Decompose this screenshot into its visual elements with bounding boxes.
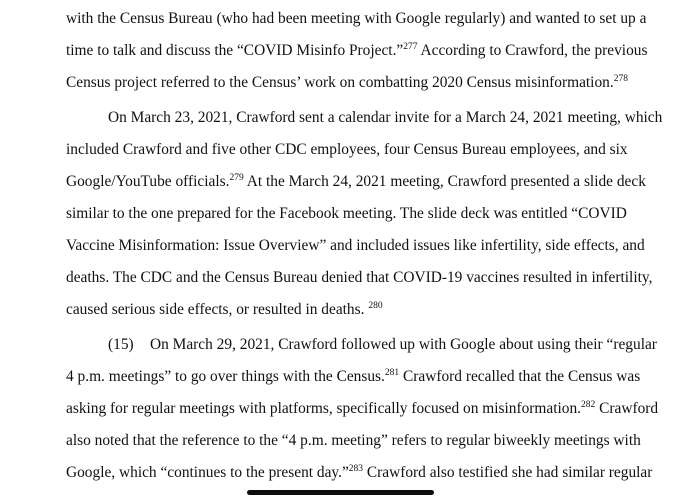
paragraph-3-line-3 [66,398,659,420]
text-segment: deaths. The CDC and the Census Bureau denied that COVID-19 vaccines resulted in infertility, [66,269,653,286]
footnote-marker: 282 [581,400,596,410]
paragraph-3-line-5 [66,462,653,484]
text-segment: time to talk and discuss the “COVID Misinfo Project.” [66,42,404,59]
paragraph-2-line-6 [66,267,653,289]
paragraph-3-line-4 [66,430,641,452]
text-segment: According to Crawford, the previous [417,42,648,59]
paragraph-2-line-3 [66,171,646,193]
paragraph-1-line-3 [66,72,628,94]
text-segment: Crawford also testified she had similar regular [363,464,653,481]
text-segment: Crawford [595,400,659,417]
footnote-marker: 283 [348,464,364,474]
text-segment: On March 23, 2021, Crawford sent a calendar invite for a March 24, 2021 meeting, which [108,109,663,126]
footnote-marker: 278 [613,74,628,84]
text-segment: asking for regular meetings with platforms, specifically focused on misinformation. [66,400,582,417]
text-segment: also noted that the reference to the “4 p.m. meeting” refers to regular biweekly meetings with [66,432,641,449]
paragraph-1-line-1 [66,8,647,30]
text-segment: Google/YouTube officials. [66,173,230,190]
text-segment: Google, which “continues to the present day.” [66,464,349,481]
text-segment: Census project referred to the Census’ work on combatting 2020 Census misinformation. [66,74,614,91]
paragraph-number: (15) [108,336,134,353]
home-indicator-bar[interactable] [247,490,434,495]
text-segment: Crawford recalled that the Census was [399,368,641,385]
text-segment: included Crawford and five other CDC employees, four Census Bureau employees, and six [66,141,628,158]
text-segment: Vaccine Misinformation: Issue Overview” and included issues like infertility, side effects, and [66,237,645,254]
footnote-marker: 281 [384,368,400,378]
paragraph-2-line-2 [66,139,628,161]
paragraph-2-line-7 [66,299,617,321]
text-segment: On March 29, 2021, Crawford followed up with Google about using their “regular [150,336,657,353]
text-segment: 4 p.m. meetings” to go over things with the Census. [66,368,385,385]
paragraph-3-line-2 [66,366,641,388]
footnote-marker: 277 [403,42,418,52]
text-segment: similar to the one prepared for the Facebook meeting. The slide deck was entitled “COVID [66,205,627,222]
text-segment: with the Census Bureau (who had been meeting with Google regularly) and wanted to set up a [66,10,647,27]
paragraph-2-line-4 [66,203,627,225]
paragraph-2-line-5 [66,235,645,257]
text-segment: At the March 24, 2021 meeting, Crawford presented a slide deck [243,173,646,190]
paragraph-3-line-1 [108,334,657,356]
footnote-marker: 280 [368,301,383,311]
paragraph-1-line-2 [66,40,648,62]
text-segment: caused serious side effects, or resulted in deaths. [66,301,369,318]
footnote-marker: 279 [229,173,244,183]
paragraph-2-line-1 [108,107,663,129]
